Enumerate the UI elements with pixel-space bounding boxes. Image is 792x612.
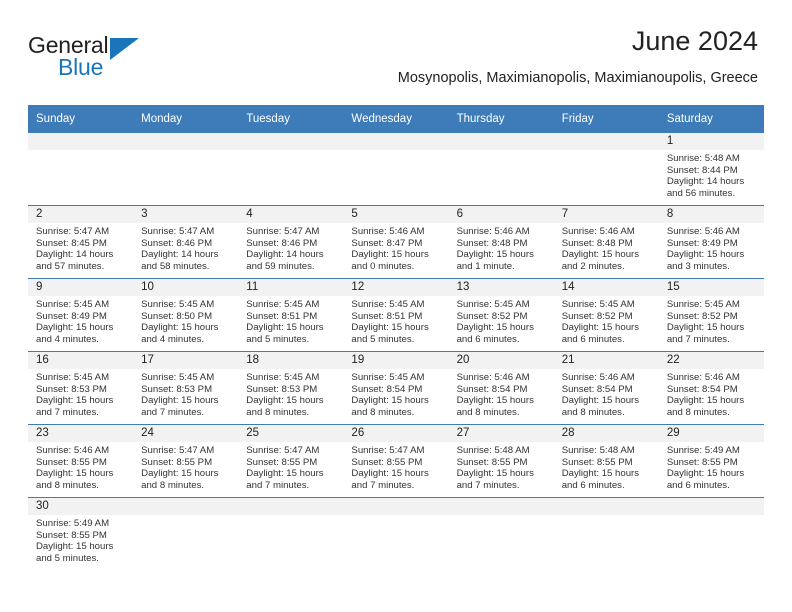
daylight-text: Daylight: 14 hours and 58 minutes. [141, 249, 219, 272]
daylight-text: Daylight: 15 hours and 8 minutes. [456, 395, 534, 418]
calendar-week-row [28, 498, 764, 571]
calendar-day-cell [133, 498, 238, 571]
sunrise-text: Sunrise: 5:46 AM [36, 445, 110, 456]
day-number: 14 [554, 279, 659, 296]
day-number: 9 [28, 279, 133, 296]
daylight-text: Daylight: 15 hours and 8 minutes. [141, 468, 219, 491]
calendar-day-cell[interactable] [28, 206, 133, 279]
day-cell-content [343, 133, 448, 205]
day-number: 6 [449, 206, 554, 223]
day-number: 29 [659, 425, 764, 442]
daylight-text: Daylight: 15 hours and 0 minutes. [351, 249, 429, 272]
day-cell-content [449, 425, 554, 497]
day-sun-info [659, 296, 764, 345]
day-cell-content [28, 498, 133, 570]
day-number [28, 133, 133, 150]
calendar-day-cell [133, 133, 238, 206]
calendar-day-cell[interactable] [343, 206, 448, 279]
day-sun-info [28, 296, 133, 345]
sunrise-text: Sunrise: 5:49 AM [36, 518, 110, 529]
day-number [343, 498, 448, 515]
sunset-text: Sunset: 8:55 PM [36, 456, 107, 468]
page-header [28, 26, 758, 98]
day-number: 30 [28, 498, 133, 515]
calendar-day-cell[interactable] [659, 206, 764, 279]
sunrise-text: Sunrise: 5:45 AM [36, 299, 110, 310]
sunset-text: Sunset: 8:46 PM [141, 237, 213, 249]
daylight-text: Daylight: 14 hours and 57 minutes. [36, 249, 114, 272]
daylight-text: Daylight: 15 hours and 5 minutes. [36, 541, 114, 564]
day-number: 28 [554, 425, 659, 442]
sunset-text: Sunset: 8:54 PM [351, 383, 423, 395]
sunrise-text: Sunrise: 5:45 AM [141, 372, 215, 383]
day-number: 8 [659, 206, 764, 223]
day-cell-content [659, 352, 764, 424]
day-cell-content [659, 498, 764, 570]
sunset-text: Sunset: 8:50 PM [141, 310, 213, 322]
day-cell-content [238, 352, 343, 424]
sunrise-text: Sunrise: 5:48 AM [456, 445, 530, 456]
sunset-text: Sunset: 8:52 PM [456, 310, 528, 322]
sunset-text: Sunset: 8:54 PM [456, 383, 528, 395]
calendar-day-cell[interactable] [449, 425, 554, 498]
calendar-week-row [28, 279, 764, 352]
daylight-text: Daylight: 15 hours and 7 minutes. [246, 468, 324, 491]
sunrise-text: Sunrise: 5:46 AM [456, 226, 530, 237]
day-sun-info [554, 442, 659, 491]
day-sun-info [343, 296, 448, 345]
day-sun-info [554, 223, 659, 272]
day-sun-info [238, 369, 343, 418]
daylight-text: Daylight: 14 hours and 59 minutes. [246, 249, 324, 272]
day-cell-content [659, 133, 764, 205]
day-cell-content [133, 498, 238, 570]
day-cell-content [554, 206, 659, 278]
daylight-text: Daylight: 14 hours and 56 minutes. [666, 176, 745, 199]
calendar-day-cell[interactable] [343, 352, 448, 425]
day-cell-content [659, 425, 764, 497]
daylight-text: Daylight: 15 hours and 6 minutes. [456, 322, 534, 345]
day-number [449, 498, 554, 515]
sunset-text: Sunset: 8:49 PM [36, 310, 107, 322]
calendar-header-row [28, 105, 764, 133]
sunrise-text: Sunrise: 5:45 AM [666, 299, 740, 310]
calendar-day-cell [449, 498, 554, 571]
calendar-day-cell[interactable] [133, 206, 238, 279]
day-cell-content [554, 279, 659, 351]
sunrise-text: Sunrise: 5:45 AM [36, 372, 110, 383]
day-sun-info [449, 442, 554, 491]
day-number: 15 [659, 279, 764, 296]
day-sun-info [659, 442, 764, 491]
daylight-text: Daylight: 15 hours and 7 minutes. [456, 468, 534, 491]
logo-text-blue: Blue [58, 54, 104, 80]
sunset-text: Sunset: 8:48 PM [456, 237, 528, 249]
day-sun-info [449, 223, 554, 272]
sunrise-text: Sunrise: 5:45 AM [246, 299, 320, 310]
day-number: 10 [133, 279, 238, 296]
sunrise-text: Sunrise: 5:46 AM [666, 226, 740, 237]
day-number: 3 [133, 206, 238, 223]
sunset-text: Sunset: 8:55 PM [246, 456, 318, 468]
sunrise-text: Sunrise: 5:48 AM [561, 445, 635, 456]
day-number [238, 498, 343, 515]
day-sun-info [659, 369, 764, 418]
day-cell-content [28, 279, 133, 351]
daylight-text: Daylight: 15 hours and 2 minutes. [561, 249, 640, 272]
sunset-text: Sunset: 8:45 PM [36, 237, 107, 249]
daylight-text: Daylight: 15 hours and 6 minutes. [666, 468, 745, 491]
day-sun-info [133, 369, 238, 418]
sunset-text: Sunset: 8:55 PM [456, 456, 528, 468]
sunset-text: Sunset: 8:51 PM [351, 310, 423, 322]
day-sun-info [659, 150, 764, 199]
sunset-text: Sunset: 8:48 PM [561, 237, 633, 249]
day-sun-info [133, 223, 238, 272]
day-cell-content [133, 133, 238, 205]
sunrise-text: Sunrise: 5:45 AM [351, 299, 425, 310]
sunrise-text: Sunrise: 5:47 AM [141, 226, 215, 237]
general-blue-logo[interactable] [28, 34, 188, 92]
daylight-text: Daylight: 15 hours and 8 minutes. [561, 395, 640, 418]
calendar-day-cell[interactable] [659, 279, 764, 352]
daylight-text: Daylight: 15 hours and 8 minutes. [351, 395, 429, 418]
day-number: 1 [659, 133, 764, 150]
day-number: 12 [343, 279, 448, 296]
calendar-day-cell[interactable] [238, 279, 343, 352]
calendar-day-cell[interactable] [449, 279, 554, 352]
calendar-day-cell[interactable] [449, 352, 554, 425]
day-cell-content [238, 425, 343, 497]
daylight-text: Daylight: 15 hours and 7 minutes. [36, 395, 114, 418]
day-number [238, 133, 343, 150]
weekday-header-monday: Monday [133, 105, 238, 133]
day-cell-content [659, 206, 764, 278]
day-sun-info [343, 369, 448, 418]
calendar-day-cell [238, 133, 343, 206]
day-number: 23 [28, 425, 133, 442]
day-cell-content [554, 133, 659, 205]
calendar-week-row [28, 206, 764, 279]
daylight-text: Daylight: 15 hours and 1 minute. [456, 249, 534, 272]
calendar-week-row [28, 133, 764, 206]
sunrise-text: Sunrise: 5:48 AM [666, 153, 740, 164]
day-cell-content [238, 206, 343, 278]
calendar-day-cell [659, 498, 764, 571]
calendar-day-cell [28, 133, 133, 206]
day-sun-info [133, 296, 238, 345]
day-sun-info [28, 369, 133, 418]
calendar-day-cell [449, 133, 554, 206]
day-cell-content [659, 279, 764, 351]
sunrise-text: Sunrise: 5:47 AM [246, 226, 320, 237]
daylight-text: Daylight: 15 hours and 5 minutes. [246, 322, 324, 345]
daylight-text: Daylight: 15 hours and 8 minutes. [36, 468, 114, 491]
calendar-day-cell[interactable] [343, 279, 448, 352]
calendar-day-cell[interactable] [238, 425, 343, 498]
sunrise-text: Sunrise: 5:47 AM [141, 445, 215, 456]
sunset-text: Sunset: 8:55 PM [141, 456, 213, 468]
sunrise-text: Sunrise: 5:45 AM [141, 299, 215, 310]
sunset-text: Sunset: 8:53 PM [246, 383, 318, 395]
day-number: 20 [449, 352, 554, 369]
day-sun-info [133, 442, 238, 491]
calendar-day-cell [238, 498, 343, 571]
calendar-day-cell[interactable] [554, 425, 659, 498]
sunrise-text: Sunrise: 5:47 AM [351, 445, 425, 456]
calendar-day-cell[interactable] [28, 279, 133, 352]
sunrise-text: Sunrise: 5:45 AM [561, 299, 635, 310]
daylight-text: Daylight: 15 hours and 4 minutes. [36, 322, 114, 345]
day-cell-content [554, 352, 659, 424]
day-cell-content [449, 498, 554, 570]
day-number: 2 [28, 206, 133, 223]
daylight-text: Daylight: 15 hours and 7 minutes. [141, 395, 219, 418]
day-cell-content [343, 206, 448, 278]
calendar-day-cell[interactable] [133, 279, 238, 352]
day-sun-info [659, 223, 764, 272]
calendar-day-cell[interactable] [659, 352, 764, 425]
day-cell-content [28, 352, 133, 424]
calendar-day-cell [554, 133, 659, 206]
day-cell-content [343, 279, 448, 351]
calendar-week-row [28, 352, 764, 425]
daylight-text: Daylight: 15 hours and 8 minutes. [246, 395, 324, 418]
day-number: 18 [238, 352, 343, 369]
day-cell-content [554, 425, 659, 497]
daylight-text: Daylight: 15 hours and 6 minutes. [561, 322, 640, 345]
calendar-day-cell[interactable] [659, 425, 764, 498]
day-number: 7 [554, 206, 659, 223]
day-cell-content [133, 352, 238, 424]
daylight-text: Daylight: 15 hours and 7 minutes. [351, 468, 429, 491]
day-sun-info [238, 223, 343, 272]
day-number [659, 498, 764, 515]
weekday-header-tuesday: Tuesday [238, 105, 343, 133]
weekday-header-thursday: Thursday [449, 105, 554, 133]
sunrise-text: Sunrise: 5:45 AM [456, 299, 530, 310]
calendar-day-cell[interactable] [659, 133, 764, 206]
sunset-text: Sunset: 8:52 PM [666, 310, 738, 322]
sunset-text: Sunset: 8:49 PM [666, 237, 738, 249]
calendar-day-cell[interactable] [449, 206, 554, 279]
calendar-day-cell [343, 133, 448, 206]
sunrise-text: Sunrise: 5:47 AM [36, 226, 110, 237]
day-sun-info [449, 369, 554, 418]
day-number: 27 [449, 425, 554, 442]
day-number: 16 [28, 352, 133, 369]
weekday-header-wednesday: Wednesday [343, 105, 448, 133]
calendar-day-cell[interactable] [554, 206, 659, 279]
day-cell-content [449, 279, 554, 351]
weekday-header-sunday: Sunday [28, 105, 133, 133]
day-sun-info [28, 515, 133, 564]
calendar-day-cell[interactable] [554, 279, 659, 352]
sunrise-text: Sunrise: 5:49 AM [666, 445, 740, 456]
day-sun-info [28, 442, 133, 491]
day-number [554, 133, 659, 150]
day-cell-content [28, 206, 133, 278]
sunset-text: Sunset: 8:52 PM [561, 310, 633, 322]
day-cell-content [343, 352, 448, 424]
day-sun-info [343, 442, 448, 491]
logo-triangle-icon [110, 38, 139, 60]
day-cell-content [28, 133, 133, 205]
day-number [554, 498, 659, 515]
day-number [449, 133, 554, 150]
daylight-text: Daylight: 15 hours and 6 minutes. [561, 468, 640, 491]
day-number [343, 133, 448, 150]
sunset-text: Sunset: 8:54 PM [666, 383, 738, 395]
calendar-day-cell[interactable] [133, 425, 238, 498]
calendar-body [28, 133, 764, 570]
daylight-text: Daylight: 15 hours and 4 minutes. [141, 322, 219, 345]
daylight-text: Daylight: 15 hours and 8 minutes. [666, 395, 745, 418]
day-sun-info [554, 296, 659, 345]
calendar-day-cell[interactable] [343, 425, 448, 498]
day-sun-info [238, 296, 343, 345]
weekday-header-friday: Friday [554, 105, 659, 133]
day-cell-content [343, 498, 448, 570]
day-number: 5 [343, 206, 448, 223]
sunset-text: Sunset: 8:55 PM [666, 456, 738, 468]
sunset-text: Sunset: 8:47 PM [351, 237, 423, 249]
day-cell-content [449, 206, 554, 278]
day-cell-content [133, 425, 238, 497]
day-cell-content [554, 498, 659, 570]
weekday-header-saturday: Saturday [659, 105, 764, 133]
day-cell-content [133, 206, 238, 278]
calendar-day-cell[interactable] [554, 352, 659, 425]
day-number: 21 [554, 352, 659, 369]
calendar-day-cell[interactable] [28, 425, 133, 498]
day-cell-content [449, 352, 554, 424]
sunrise-text: Sunrise: 5:45 AM [246, 372, 320, 383]
sunrise-text: Sunrise: 5:47 AM [246, 445, 320, 456]
day-number: 24 [133, 425, 238, 442]
day-cell-content [238, 498, 343, 570]
calendar-day-cell [343, 498, 448, 571]
day-number [133, 133, 238, 150]
sunrise-sunset-calendar-table [28, 105, 764, 570]
daylight-text: Daylight: 15 hours and 5 minutes. [351, 322, 429, 345]
sunset-text: Sunset: 8:54 PM [561, 383, 633, 395]
sunset-text: Sunset: 8:53 PM [36, 383, 107, 395]
day-cell-content [133, 279, 238, 351]
day-cell-content [28, 425, 133, 497]
page-title: June 2024 [631, 26, 758, 56]
calendar-day-cell[interactable] [28, 498, 133, 571]
day-sun-info [343, 223, 448, 272]
sunset-text: Sunset: 8:53 PM [141, 383, 213, 395]
day-number: 19 [343, 352, 448, 369]
logo-text-general: General [28, 32, 109, 58]
day-cell-content [238, 279, 343, 351]
calendar-day-cell[interactable] [238, 352, 343, 425]
day-sun-info [238, 442, 343, 491]
calendar-day-cell[interactable] [28, 352, 133, 425]
day-sun-info [28, 223, 133, 272]
sunset-text: Sunset: 8:55 PM [36, 529, 107, 541]
sunset-text: Sunset: 8:55 PM [561, 456, 633, 468]
day-number: 17 [133, 352, 238, 369]
calendar-day-cell [554, 498, 659, 571]
sunrise-text: Sunrise: 5:45 AM [351, 372, 425, 383]
day-number [133, 498, 238, 515]
calendar-day-cell[interactable] [133, 352, 238, 425]
calendar-day-cell[interactable] [238, 206, 343, 279]
sunrise-text: Sunrise: 5:46 AM [351, 226, 425, 237]
day-number: 4 [238, 206, 343, 223]
sunset-text: Sunset: 8:46 PM [246, 237, 318, 249]
page-subtitle-location: Mosynopolis, Maximianopolis, Maximianoupolis, Greece [397, 70, 758, 86]
day-number: 11 [238, 279, 343, 296]
day-sun-info [554, 369, 659, 418]
day-number: 13 [449, 279, 554, 296]
day-number: 22 [659, 352, 764, 369]
sunset-text: Sunset: 8:44 PM [666, 164, 738, 176]
day-cell-content [449, 133, 554, 205]
day-cell-content [238, 133, 343, 205]
sunrise-text: Sunrise: 5:46 AM [456, 372, 530, 383]
daylight-text: Daylight: 15 hours and 7 minutes. [666, 322, 745, 345]
sunset-text: Sunset: 8:51 PM [246, 310, 318, 322]
daylight-text: Daylight: 15 hours and 3 minutes. [666, 249, 745, 272]
sunrise-text: Sunrise: 5:46 AM [666, 372, 740, 383]
day-sun-info [449, 296, 554, 345]
sunset-text: Sunset: 8:55 PM [351, 456, 423, 468]
sunrise-text: Sunrise: 5:46 AM [561, 372, 635, 383]
calendar-week-row [28, 425, 764, 498]
day-cell-content [343, 425, 448, 497]
day-number: 25 [238, 425, 343, 442]
sunrise-text: Sunrise: 5:46 AM [561, 226, 635, 237]
day-number: 26 [343, 425, 448, 442]
